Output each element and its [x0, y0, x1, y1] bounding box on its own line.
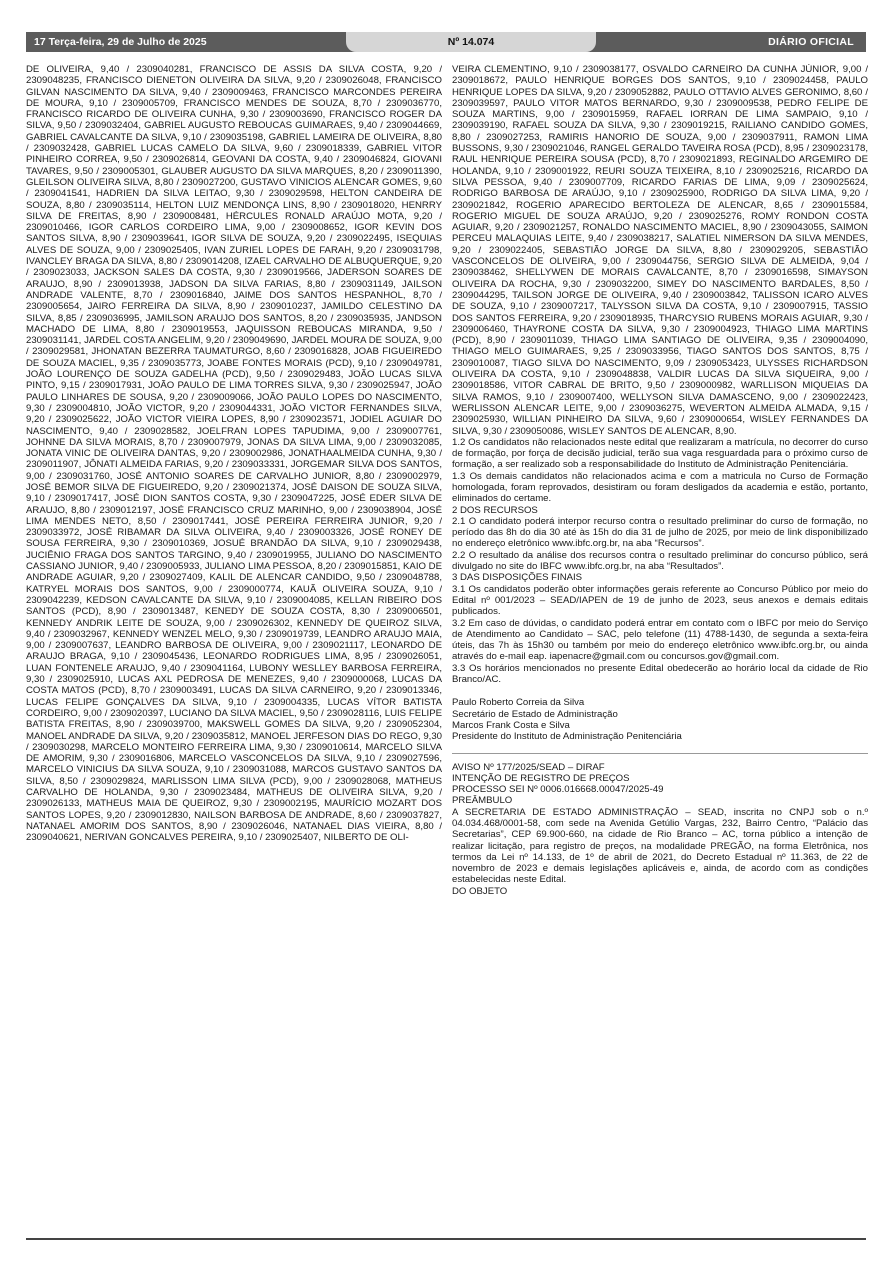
- signatory-name: Paulo Roberto Correia da Silva: [452, 697, 585, 709]
- journal-title: DIÁRIO OFICIAL: [768, 36, 854, 48]
- page-number-date: 17 Terça-feira, 29 de Julho de 2025: [34, 36, 207, 48]
- paragraph-1-2: 1.2 Os candidatos não relacionados neste edital que realizaram a matrícula, no decorrer do curso de formação, por força de decisão judicial, terão sua vaga resguardada para o próximo curso de formação, a ser realizado sob a responsabilidade do Instituto de Administração Penitenciária.: [452, 436, 868, 471]
- candidate-list-continuation: VEIRA CLEMENTINO, 9,10 / 2309038177, OSVALDO CARNEIRO DA CUNHA JÚNIOR, 9,00 / 2309018672, PAULO HENRIQUE BORGES DOS SANTOS, 9,10 / 2309024458, PAULO HENRIQUE LOPES DA SILVA, 9,20 / 2309052882, PAULO OTTAVIO ALVES GERONIMO, 8,60 / 2309039597, PAULO VITOR MATOS BERNARDO, 9,30 / 2309009538, PEDRO FELIPE DE SOUZA MARTINS, 9,00 / 2309015959, RAFAEL IORRAN DE LIMA SAMPAIO, 9,10 / 2309039190, RAFAEL SOUZA DA SILVA, 9,30 / 2309019215, RAILIANO CANDIDO GOMES, 8,80 / 2309027253, RAMIRIS HANORIO DE SOUZA, 9,00 / 2309037911, RAMON LIMA BUSSONS, 9,30 / 2309021046, RANGEL GERALDO TAVEIRA ROSA (PCD), 8,95 / 2309023178, RAUL HENRIQUE PEREIRA SOUSA (PCD), 8,70 / 2309021893, REGINALDO ARGEMIRO DE HOLANDA, 9,10 / 2309001922, REURI SOUZA TEIXEIRA, 8,10 / 2309025216, RICARDO DA SILVA PESSOA, 9,40 / 2309007709, RICARDO FARIAS DE LIMA, 9,09 / 2309025624, RODRIGO BARBOSA DE ARAÚJO, 9,10 / 2309025900, RODRIGO DA SILVA LIMA, 9,20 / 2309021842, ROGERIO APARECIDO BERTOLEZA DE ALENCAR, 8,65 / 2309015584, ROGERIO MIGUEL DE SOUZA ARAÚJO, 9,20 / 2309025276, ROMY RONDON COSTA AGUIAR, 9,20 / 2309021257, RONALDO NASCIMENTO MACIEL, 8,90 / 2309043055, SAIMON PERCEU MALAQUIAS LEITE, 9,40 / 2309038217, SALATIEL NIMERSON DA SILVA MENDES, 9,20 / 2309022405, SEBASTIÃO JORGE DA SILVA, 8,80 / 2309029205, SEBASTIÃO VASCONCELOS DE OLIVEIRA, 9,00 / 2309044756, SERGIO SILVA DE ALMEIDA, 9,04 / 2309038462, SHELLYWEN DE MORAIS CAVALCANTE, 8,70 / 2309016598, SIMAYSON OLIVEIRA DA ROCHA, 9,30 / 2309032200, SIMEY DO NASCIMENTO BARDALES, 8,50 / 2309044295, TAILSON JORGE DE OLIVEIRA, 9,40 / 2309003842, TALISSON ICARO ALVES DE SOUZA, 9,10 / 2309007217, TALYSSON SILVA DA COSTA, 9,10 / 2309007915, TASSIO DOS SANTOS FERREIRA, 9,20 / 2309018935, THARCYSIO RUBENS MORAIS AGUIAR, 9,30 / 2309006460, THAYRONE COSTA DA SILVA, 9,30 / 2309004923, THIAGO LIMA MARTINS (PCD), 8,90 / 2309011039, THIAGO LIMA SANTIAGO DE OLIVEIRA, 9,35 / 2309004090, THIAGO MELO GUIMARAES, 9,25 / 2309033956, TIAGO SANTOS DOS SANTOS, 8,75 / 2309010087, TIAGO SILVA DO NASCIMENTO, 9,09 / 2309053423, ULYSSES RICHARDSON OLIVEIRA DA COSTA, 9,10 / 2309048838, VALDIR LUCAS DA SILVA SIQUEIRA, 9,00 / 2309018586, VITOR CABRAL DE BRITO, 9,50 / 2309000982, WARLLISON MIQUEIAS DA SILVA RAMOS, 9,10 / 2309007400, WELLYSON SILVA DAMASCENO, 9,00 / 2309022423, WERLISSON ALENCAR LEITE, 9,00 / 2309036275, WEVERTON ALMEIDA ALMADA, 9,15 / 2309025930, WILLIAN PINHEIRO DA SILVA, 9,60 / 2309000654, WISLEY FERNANDES DA SILVA, 9,30 / 2309050086, WISLEY SANTOS DE ALENCAR, 8,90.: [452, 64, 868, 437]
- paragraph-3-3: 3.3 Os horários mencionados no presente Edital obedecerão ao horário local da cidade de Rio Branco/AC.: [452, 662, 868, 686]
- notice-title: AVISO Nº 177/2025/SEAD – DIRAF: [452, 761, 605, 773]
- signature-block: [452, 697, 868, 742]
- notice-preamble-heading: PREÂMBULO: [452, 795, 513, 807]
- section-heading-recursos: 2 DOS RECURSOS: [452, 504, 538, 516]
- notice-process: PROCESSO SEI Nº 0006.016668.00047/2025-49: [452, 784, 664, 796]
- left-column: [26, 64, 442, 1234]
- notice-preamble: A SECRETARIA DE ESTADO ADMINISTRAÇÃO – SEAD, inscrita no CNPJ sob o n.º 04.034.468/0001-58, com sede na Avenida Getúlio Vargas, 232, Bairro Centro, “Palácio das Secretarias”, CEP 69.900-660, na cidade de Rio Branco – AC, torna público a intenção de realizar licitação, para registro de preços, na modalidade PREGÃO, na forma Eletrônica, nos termos da Lei nº 14.133, de 1º de abril de 2021, do Decreto Estadual nº 11.363, de 22 de novembro de 2023 e demais legislações aplicáveis e, ainda, de acordo com as condições estabelecidas neste Edital.: [452, 806, 868, 886]
- paragraph-2-2: 2.2 O resultado da análise dos recursos contra o resultado preliminar do concurso público, será divulgado no site do IBFC www.ibfc.org.br, na aba “Resultados”.: [452, 549, 868, 573]
- signatory-title: Secretário de Estado de Administração: [452, 708, 618, 720]
- issue-number: Nº 14.074: [346, 32, 596, 52]
- signatory-name: Marcos Frank Costa e Silva: [452, 719, 570, 731]
- paragraph-3-2: 3.2 Em caso de dúvidas, o candidato poderá entrar em contato com o IBFC por meio do Serviço de Atendimento ao Candidato – SAC, pelo telefone (11) 4788-1430, de segunda a sexta-feira úteis, das 7h às 15h30 ou também por meio do endereço eletrônico www.ibfc.org.br, ou ainda através do e-mail eap. iapenacre@gmail.com ou concursos.gov@gmail.com.: [452, 617, 868, 663]
- paragraph-2-1: 2.1 O candidato poderá interpor recurso contra o resultado preliminar do curso de formação, no período das 8h do dia 30 até às 15h do dia 31 de julho de 2025, por meio de link disponibilizado no endereço eletrônico www.ibfc.org.br, na aba “Recursos”.: [452, 515, 868, 550]
- candidate-list: DE OLIVEIRA, 9,40 / 2309040281, FRANCISCO DE ASSIS DA SILVA COSTA, 9,20 / 2309048235, FRANCISCO DIENETON OLIVEIRA DA SILVA, 9,20 / 2309026048, FRANCISCO GILVAN NASCIMENTO DA SILVA, 9,40 / 2309009463, FRANCISCO MARCONDES PEREIRA DE MOURA, 9,10 / 2309005709, FRANCISCO MENDES DE SOUZA, 8,70 / 2309036770, FRANCISCO RICARDO DE OLIVEIRA CUNHA, 9,30 / 2309003690, FRANCISCO ROGER DA SILVA, 9,50 / 2309032404, GABRIEL AUGUSTO REBOUCAS GUIMARAES, 9,40 / 2309044669, GABRIEL CAVALCANTE DA SILVA, 9,10 / 2309035198, GABRIEL LAMEIRA DE OLIVEIRA, 8,80 / 2309032428, GABRIEL LUCAS CAMELO DA SILVA, 9,60 / 2309018339, GABRIEL VITOR PINHEIRO CORREA, 9,50 / 2309026814, GEOVANI DA COSTA, 9,40 / 2309046824, GIOVANI TAVARES, 9,50 / 2309005301, GLAUBER AUGUSTO DA SILVA MARQUES, 8,20 / 2309011390, GLEILSON OLIVEIRA SILVA, 8,80 / 2309027200, GUSTAVO VINICIOS ALENCAR GOMES, 9,60 / 2309041541, HADRIEN DA SILVA LEITAO, 9,30 / 2309029598, HELTON CANDEIRA DE SOUZA, 8,80 / 2309035114, HELTON LUIZ MENDONÇA LINS, 8,90 / 2309018020, HENRRY SILVA DE FREITAS, 8,90 / 2309008481, HÉRCULES RONALD ARAÚJO MOTA, 9,20 / 2309010466, IGOR CARLOS CORDEIRO LIMA, 9,00 / 2309008652, IGOR KEVIN DOS SANTOS SILVA, 8,90 / 2309039641, IGOR SILVA DE SOUZA, 9,20 / 2309022495, ISEQUIAS ALVES DE SOUZA, 9,00 / 2309025405, IVAN ZURIEL LOPES DE FARAH, 9,20 / 2309031798, IVANCLEY BRAGA DA SILVA, 8,80 / 2309014208, IZAEL CARVALHO DE ALBUQUERQUE, 9,20 / 2309023033, JACKSON SALES DA COSTA, 9,30 / 2309019566, JADERSON SOARES DE ARAUJO, 8,90 / 2309013938, JADSON DA SILVA FARIAS, 8,80 / 2309031149, JAILSON ANDRADE VALENTE, 8,70 / 2309016840, JAIME DOS SANTOS HESPANHOL, 8,70 / 2309005654, JAIRO FERREIRA DA SILVA, 8,90 / 2309010237, JAMILDO CELESTINO DA SILVA, 8,85 / 2309036995, JAMILSON ARAUJO DOS SANTOS, 8,20 / 2309035935, JANDSON MACHADO DE LIMA, 8,80 / 2309019553, JAQUISSON REBOUCAS MIRANDA, 9,50 / 2309031141, JARDEL COSTA ANGELIM, 9,20 / 2309049690, JARDEL MOURA DE SOUZA, 9,00 / 2309029581, JHONATAN BEZERRA TAUMATURGO, 8,60 / 2309016828, JOAB FIGUEIREDO DE SOUZA MACIEL, 9,35 / 2309035773, JOABE FONTES MORAIS (PCD), 9,10 / 2309049781, JOÃO LOURENÇO DE SOUZA GADELHA (PCD), 9,50 / 2309029483, JOÃO LUCAS SILVA PINTO, 9,15 / 2309017931, JOÃO PAULO DE LIMA TORRES SILVA, 9,30 / 2309025947, JOÃO PAULO LINHARES DE SOUSA, 9,20 / 2309009066, JOÃO PAULO LOPES DO NASCIMENTO, 9,30 / 2309004810, JOÃO VICTOR, 9,20 / 2309044331, JOÃO VICTOR FERNANDES SILVA, 9,20 / 2309025622, JOÃO VICTOR VIEIRA LOPES, 8,90 / 2309023571, JODIEL AGUIAR DO NASCIMENTO, 9,40 / 2309028582, JOELFRAN LOPES TAPUDIMA, 9,00 / 2309007761, JOHNNE DA SILVA MORAIS, 8,70 / 2309007979, JONAS DA SILVA LIMA, 9,00 / 2309032085, JONATA VINIC DE OLIVEIRA DANTAS, 9,20 / 2309002986, JONATHAALMEIDA CUNHA, 9,30 / 2309011907, JÔNATI ALMEIDA FARIAS, 9,20 / 2309033331, JORGEMAR SILVA DOS SANTOS, 9,00 / 2309031760, JOSÉ ANTONIO SOARES DE CARVALHO JUNIOR, 8,80 / 2309002979, JOSÉ BEMOR SILVA DE FIGUEIREDO, 9,20 / 2309021374, JOSÉ DAISON DE SOUZA SILVA, 9,10 / 2309017417, JOSÉ DION SANTOS COSTA, 9,30 / 2309047225, JOSÉ EDER SILVA DE ARAUJO, 8,80 / 2309012197, JOSÉ FRANCISCO CRUZ MARINHO, 9,00 / 2309038904, JOSÉ LIMA MENDES NETO, 8,50 / 2309017441, JOSÉ PEREIRA FERREIRA JUNIOR, 9,20 / 2309033972, JOSÉ RIBAMAR DA SILVA OLIVEIRA, 9,40 / 2309003326, JOSÉ RONEY DE SOUSA FERREIRA, 9,30 / 2309010369, JOSUÉ BRANDÃO DA SILVA, 9,10 / 2309029438, JUCIÊNIO FRAGA DOS SANTOS TARGINO, 9,40 / 2309019955, JULIANO DO NASCIMENTO CASSIANO JUNIOR, 9,40 / 2309005933, JULIANO LIMA PESSOA, 8,20 / 2309015851, KAIO DE ANDRADE AGUIAR, 9,20 / 2309027409, KALIL DE ALENCAR CANDIDO, 9,50 / 2309048788, KATRYEL MORAIS DOS SANTOS, 9,00 / 2309000774, KAUÃ OLIVEIRA SOUZA, 9,10 / 2309042239, KEDSON CAVALCANTE DA SILVA, 9,10 / 2309004085, KELLAN RIBEIRO DOS SANTOS (PCD), 8,90 / 2309013487, KENEDY DE SOUZA COSTA, 8,30 / 2309006501, KENNEDY ANDRIK LEITE DE SOUZA, 9,00 / 2309026302, KENNEDY DE QUEIROZ SILVA, 9,40 / 2309032967, KENNEDY WENZEL MELO, 9,30 / 2309019739, LEANDRO ARAUJO MAIA, 9,00 / 2309007637, LEANDRO BARBOSA DE OLIVEIRA, 9,00 / 2309021117, LEONARDO DE ARAUJO BRAGA, 9,10 / 2309045436, LEONARDO RODRIGUES LIMA, 8,95 / 2309026051, LUAN FONTENELE ARAUJO, 9,40 / 2309041164, LUBONY WESLLEY BARBOSA FERREIRA, 9,30 / 2309025910, LUCAS AXL PEDROSA DE MENEZES, 9,40 / 2309000068, LUCAS DA COSTA MATOS (PCD), 8,70 / 2309003491, LUCAS DA SILVA CARNEIRO, 9,20 / 2309013346, LUCAS FELIPE GONÇALVES DA SILVA, 9,10 / 2309004335, LUCAS VÍTOR BATISTA CORDEIRO, 9,00 / 2309020397, LUCIANO DA SILVA MACIEL, 9,50 / 2309028116, LUIS FELIPE BATISTA FREITAS, 8,90 / 2309039700, MAKSWELL GOMES DA SILVA, 9,20 / 2309052304, MANOEL ANDRADE DA SILVA, 9,20 / 2309035812, MANOEL JERFESON DIAS DO REGO, 9,30 / 2309030298, MARCELO MONTEIRO FERREIRA LIMA, 9,30 / 2309010614, MARCELO SILVA DE AMORIM, 9,30 / 2309016806, MARCELO VASCONCELOS DA SILVA, 9,10 / 2309027596, MARCELO VINICIUS DA SILVA SOUZA, 9,10 / 2309031088, MARCOS GUSTAVO SANTOS DA SILVA, 8,50 / 2309029824, MARLISSON LIMA SILVA (PCD), 9,00 / 2309028068, MATHEUS CARVALHO DE HOLANDA, 9,30 / 2309023484, MATHEUS DE OLIVEIRA SILVA, 9,20 / 2309026133, MATHEUS MAIA DE QUEIROZ, 9,30 / 2309002195, MAURÍCIO MOZART DOS SANTOS LOPES, 9,20 / 2309012830, NAILSON BARBOSA DE ANDRADE, 8,60 / 2309037827, NATANAEL AMORIM DOS SANTOS, 8,90 / 2309026046, NATANAEL DIAS VIEIRA, 8,80 / 2309040621, NERIVAN GONCALVES PEREIRA, 9,10 / 2309025407, NILBERTO DE OLI-: [26, 64, 442, 844]
- notice-subtitle: INTENÇÃO DE REGISTRO DE PREÇOS: [452, 772, 630, 784]
- page-header: [26, 32, 866, 52]
- notice-block: [452, 762, 868, 807]
- notice-object-heading: DO OBJETO: [452, 885, 508, 897]
- right-column: [452, 64, 868, 1236]
- section-divider: [452, 753, 868, 754]
- signatory-title: Presidente do Instituto de Administração Penitenciária: [452, 731, 682, 743]
- paragraph-1-3: 1.3 Os demais candidatos não relacionados acima e com a matricula no Curso de Formação homologada, foram reprovados, desistiram ou foram desligados da academia e estão, portanto, eliminados do certame.: [452, 470, 868, 505]
- page-bottom-rule: [26, 1238, 866, 1240]
- paragraph-3-1: 3.1 Os candidatos poderão obter informações gerais referente ao Concurso Público por meio do Edital nº 001/2023 – SEAD/IAPEN de 19 de junho de 2023, seus anexos e demais editais publicados.: [452, 583, 868, 618]
- section-heading-disposicoes: 3 DAS DISPOSIÇÕES FINAIS: [452, 572, 583, 584]
